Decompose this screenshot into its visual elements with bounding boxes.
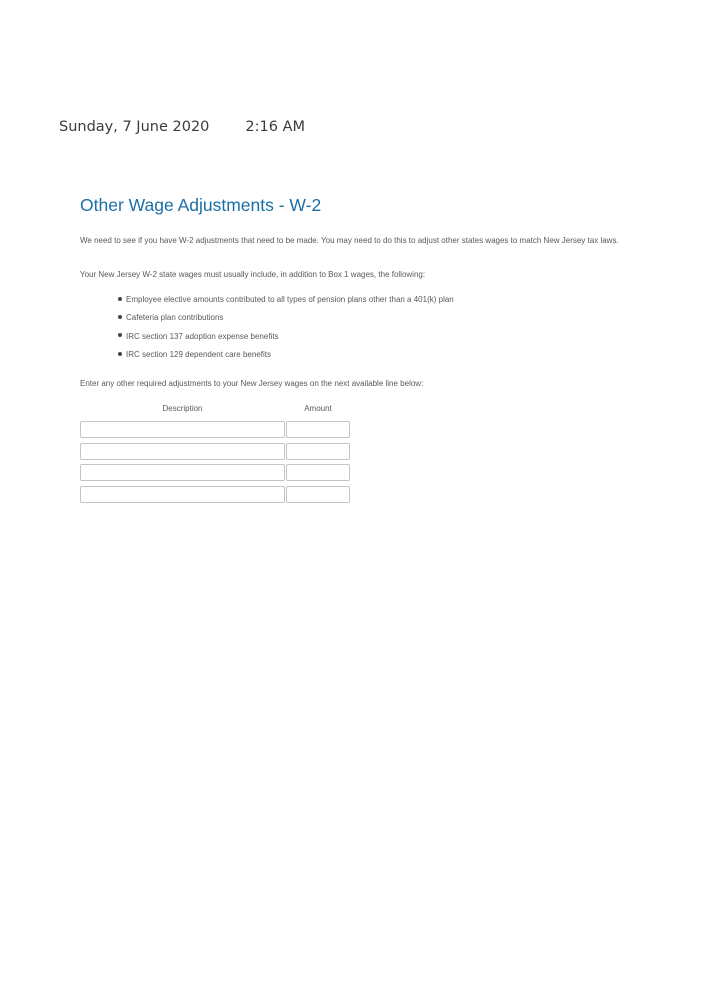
bullet-icon	[118, 297, 122, 301]
table-row	[80, 443, 350, 460]
description-input[interactable]	[80, 443, 285, 460]
wages-note: Your New Jersey W-2 state wages must usually include, in addition to Box 1 wages, the following:	[80, 270, 426, 279]
description-input[interactable]	[80, 486, 285, 503]
list-item	[118, 332, 454, 350]
enter-adjustments-note: Enter any other required adjustments to your New Jersey wages on the next available line below:	[80, 379, 424, 388]
bullet-icon	[118, 333, 122, 337]
print-header	[59, 119, 305, 135]
amount-input[interactable]	[286, 421, 350, 438]
list-item-text: IRC section 129 dependent care benefits	[126, 349, 271, 359]
list-item	[118, 295, 454, 313]
table-row	[80, 464, 350, 481]
list-item	[118, 313, 454, 331]
intro-text: We need to see if you have W-2 adjustments that need to be made. You may need to do this to adjust other states wages to match New Jersey tax laws.	[80, 236, 619, 245]
table-row	[80, 421, 350, 438]
list-item-text: Employee elective amounts contributed to all types of pension plans other than a 401(k) plan	[126, 295, 454, 304]
print-time: 2:16 AM	[245, 119, 306, 135]
amount-input[interactable]	[286, 443, 350, 460]
description-input[interactable]	[80, 464, 285, 481]
print-date: Sunday, 7 June 2020	[59, 119, 210, 135]
description-input[interactable]	[80, 421, 285, 438]
list-item-text: Cafeteria plan contributions	[126, 313, 224, 323]
table-row	[80, 486, 350, 503]
table-header	[80, 403, 350, 421]
list-item-text: IRC section 137 adoption expense benefits	[126, 331, 279, 341]
amount-input[interactable]	[286, 464, 350, 481]
bullet-icon	[118, 315, 122, 319]
page-title: Other Wage Adjustments - W-2	[80, 195, 322, 215]
requirements-list	[118, 295, 454, 368]
adjustments-table	[80, 403, 350, 507]
amount-input[interactable]	[286, 486, 350, 503]
bullet-icon	[118, 352, 122, 356]
list-item	[118, 350, 454, 368]
amount-column-header: Amount	[304, 404, 332, 413]
description-column-header: Description	[162, 404, 203, 413]
